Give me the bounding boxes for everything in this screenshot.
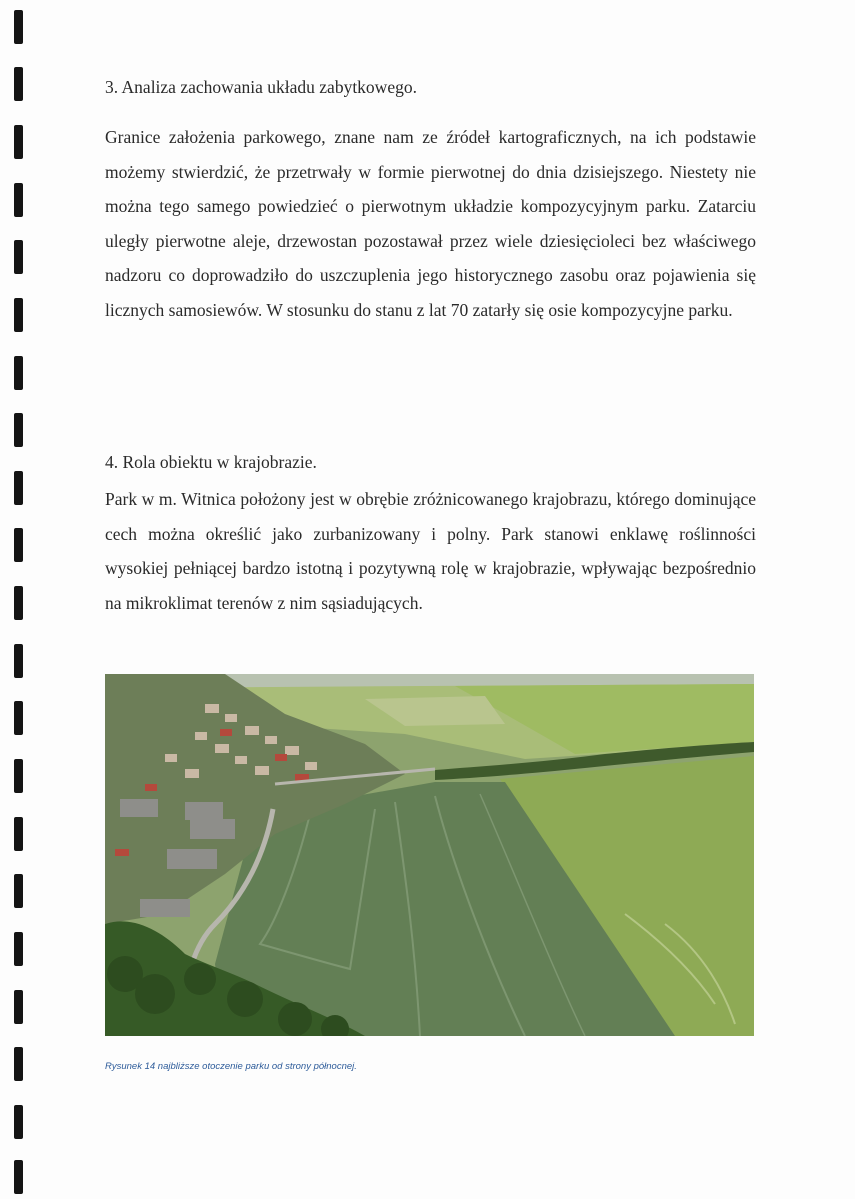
section-3-paragraph: Granice założenia parkowego, znane nam ze źródeł kartograficznych, na ich podstawie możemy stwierdzić, że przetrwały w formie pierwotnej do dnia dzisiejszego. Niestety nie można tego samego powiedzieć o pierwotnym układzie kompozycyjnym parku. Zatarciu uległy pierwotne aleje, drzewostan pozostawał przez wiele dziesięcioleci bez właściwego nadzoru co doprowadziło do uszczuplenia jego historycznego zasobu oraz pojawienia się licznych samosiewów. W stosunku do stanu z lat 70 zatarły się osie kompozycyjne parku. — [105, 127, 756, 320]
binding-hole — [14, 701, 23, 735]
binding-hole — [14, 1105, 23, 1139]
binding-hole — [14, 125, 23, 159]
binding-hole — [14, 874, 23, 908]
figure-caption: Rysunek 14 najbliższe otoczenie parku od strony północnej. — [105, 1061, 357, 1072]
binding-hole — [14, 10, 23, 44]
binding-hole — [14, 298, 23, 332]
binding-hole — [14, 1160, 23, 1194]
binding-hole — [14, 240, 23, 274]
binding-hole — [14, 528, 23, 562]
binding-hole — [14, 67, 23, 101]
binding-hole — [14, 759, 23, 793]
binding-hole — [14, 413, 23, 447]
binding-hole — [14, 990, 23, 1024]
binding-hole — [14, 471, 23, 505]
aerial-photo — [105, 674, 754, 1036]
binding-hole — [14, 586, 23, 620]
binding-holes — [14, 0, 28, 1199]
binding-hole — [14, 644, 23, 678]
section-4-heading: 4. Rola obiektu w krajobrazie. — [105, 452, 317, 472]
section-4-paragraph: Park w m. Witnica położony jest w obrębie zróżnicowanego krajobrazu, którego dominujące cech można określić jako zurbanizowany i polny. Park stanowi enklawę roślinności wysokiej pełniącej bardzo istotną i pozytywną rolę w krajobrazie, wpływając bezpośrednio na mikroklimat terenów z nim sąsiadujących. — [105, 489, 756, 613]
section-3-heading: 3. Analiza zachowania układu zabytkowego. — [105, 77, 417, 97]
binding-hole — [14, 356, 23, 390]
binding-hole — [14, 1047, 23, 1081]
binding-hole — [14, 817, 23, 851]
binding-hole — [14, 183, 23, 217]
binding-hole — [14, 932, 23, 966]
